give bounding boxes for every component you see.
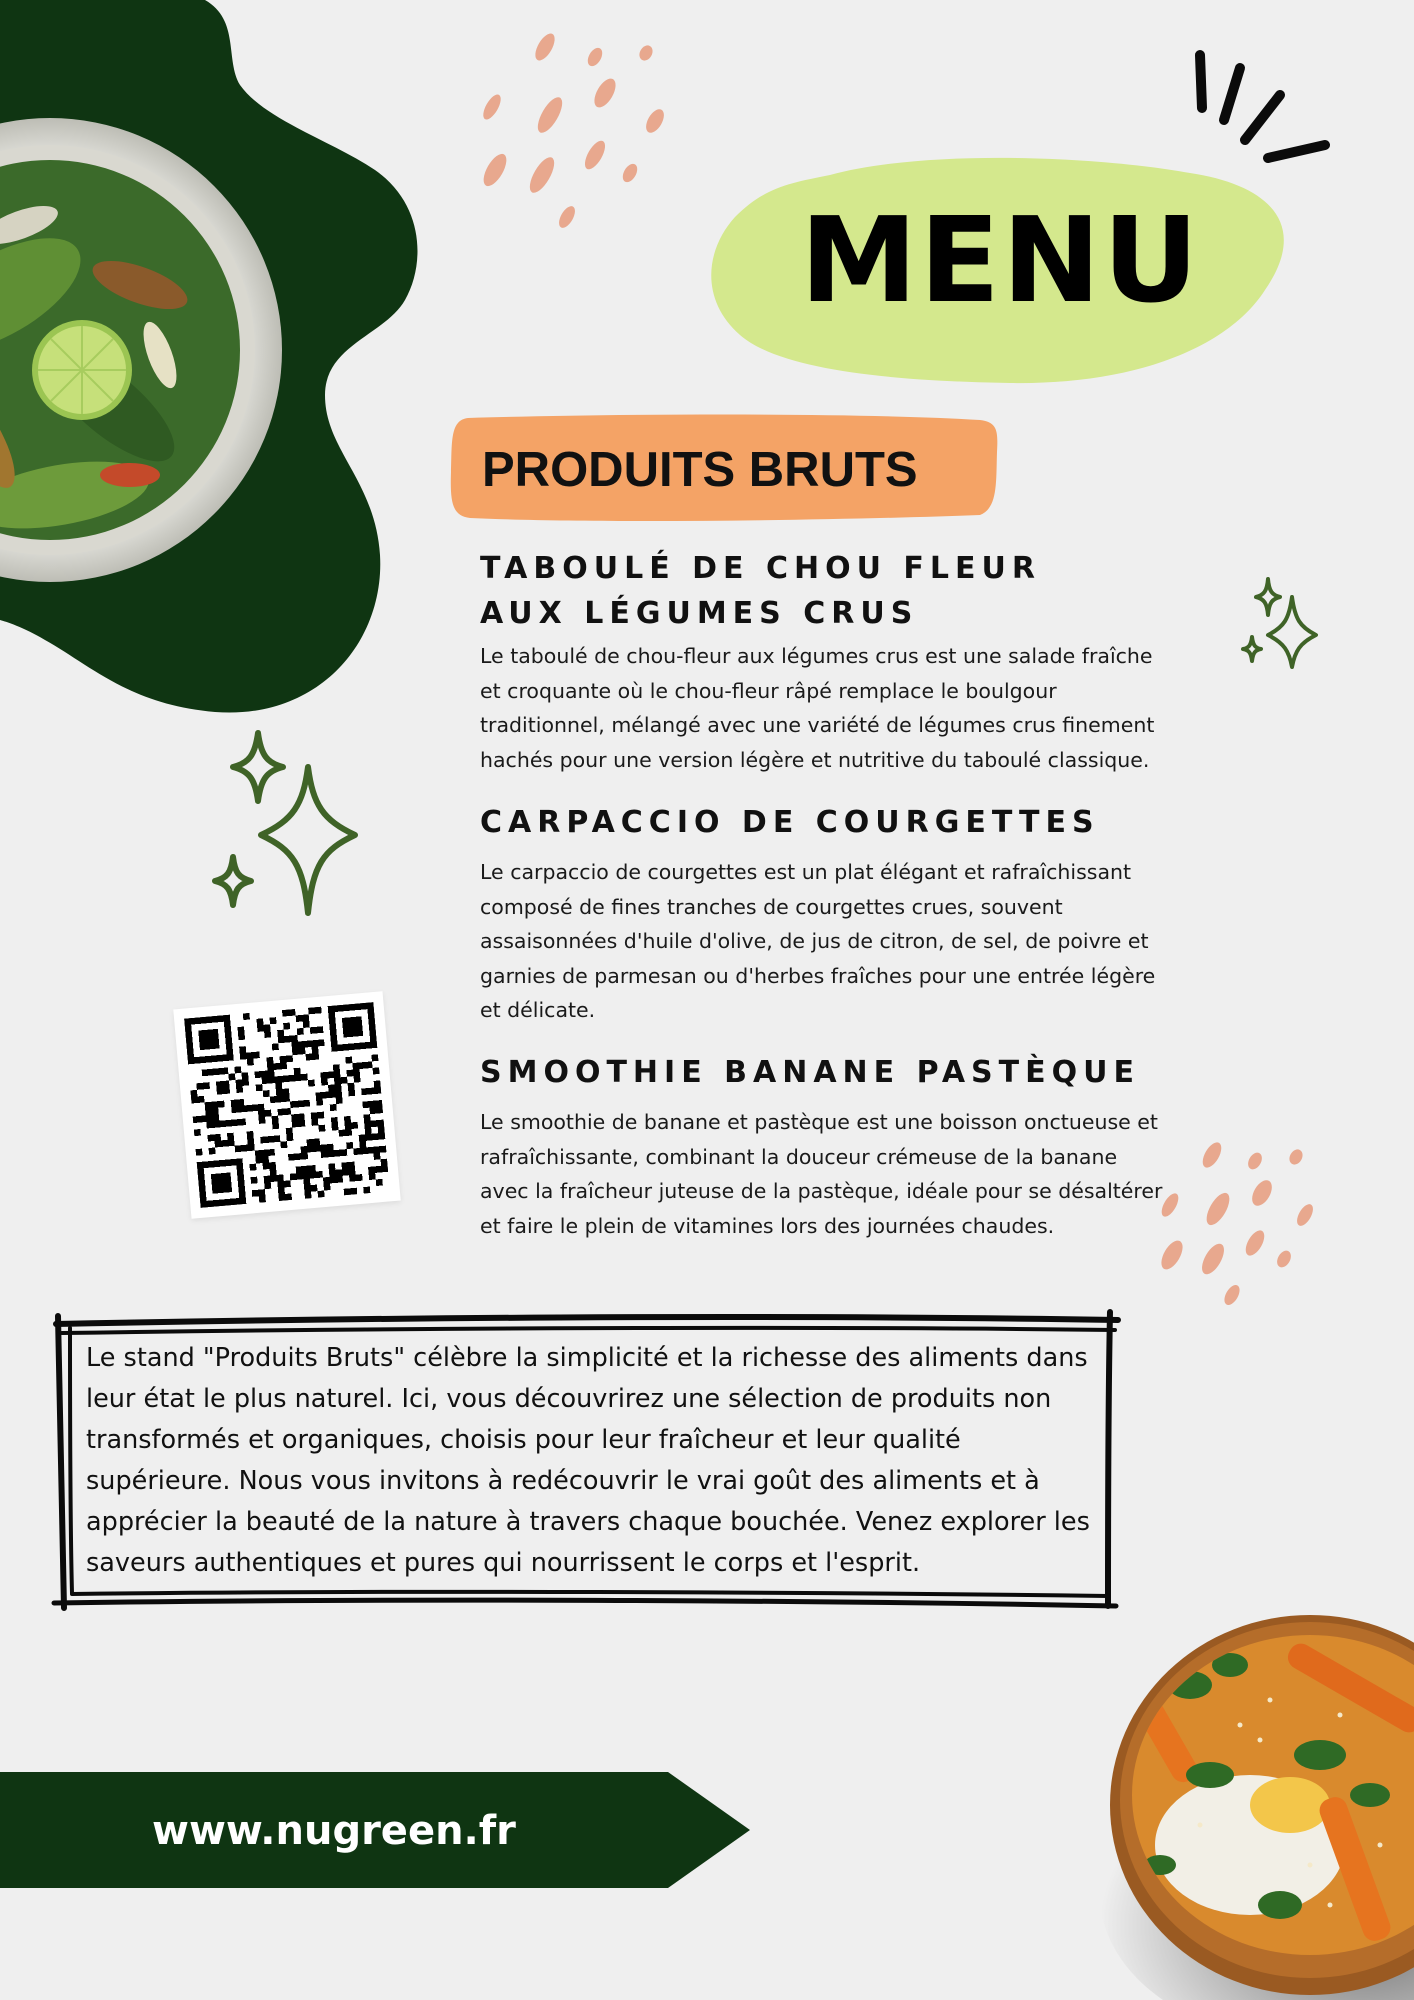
menu-item [480,1050,1170,1243]
burst-lines-icon [1180,40,1340,170]
decorative-dots-top [470,25,680,235]
menu-item [480,546,1170,777]
salad-bowl-image [0,115,285,585]
page-title: MENU [800,191,1201,329]
qr-code[interactable] [173,991,401,1219]
menu-item-name: SMOOTHIE BANANE PASTÈQUE [480,1055,1140,1090]
menu-item-description: Le carpaccio de courgettes est un plat élégant et rafraîchissant composé de fines tranches de courgettes crues, souvent assaisonnées d'huile d'olive, de jus de citron, de sel, de poivre et garnies de parmesan ou d'herbes fraîches pour une entrée légère et délicate. [480,860,1156,1022]
menu-item [480,800,1170,1028]
menu-item-name: TABOULÉ DE CHOU FLEUR [480,551,1041,586]
menu-item-description: Le smoothie de banane et pastèque est une boisson onctueuse et rafraîchissante, combinant la douceur crémeuse de la banane avec la fraîcheur juteuse de la pastèque, idéale pour se désaltérer et faire le plein de vitamines lors des journées chaudes. [480,1110,1163,1238]
sparkle-icon [1240,575,1320,670]
menu-item-description: Le taboulé de chou-fleur aux légumes crus est une salade fraîche et croquante où le chou-fleur râpé remplace le boulgour traditionnel, mélangé avec une variété de légumes crus finement hachés pour une version légère et nutritive du taboulé classique. [480,644,1155,772]
curry-bowl-image [1080,1605,1414,2000]
about-text: Le stand "Produits Bruts" célèbre la simplicité et la richesse des aliments dans leur état le plus naturel. Ici, vous découvrirez une sélection de produits non transformés et organiques, choisis pour leur fraîcheur et leur qualité supérieure. Nous vous invitons à redécouvrir le vrai goût des aliments et à apprécier la beauté de la nature à travers chaque bouchée. Venez explorer les saveurs authentiques et pures qui nourrissent le corps et l'esprit. [86,1343,1090,1578]
website-link[interactable]: www.nugreen.fr [152,1808,516,1854]
decorative-dots-right [1150,1135,1330,1315]
section-title: PRODUITS BRUTS [482,443,918,497]
sparkle-icon [205,725,365,925]
qr-code-pattern [184,1002,390,1208]
menu-item-name-line2: AUX LÉGUMES CRUS [480,596,919,631]
menu-item-name: CARPACCIO DE COURGETTES [480,805,1100,840]
